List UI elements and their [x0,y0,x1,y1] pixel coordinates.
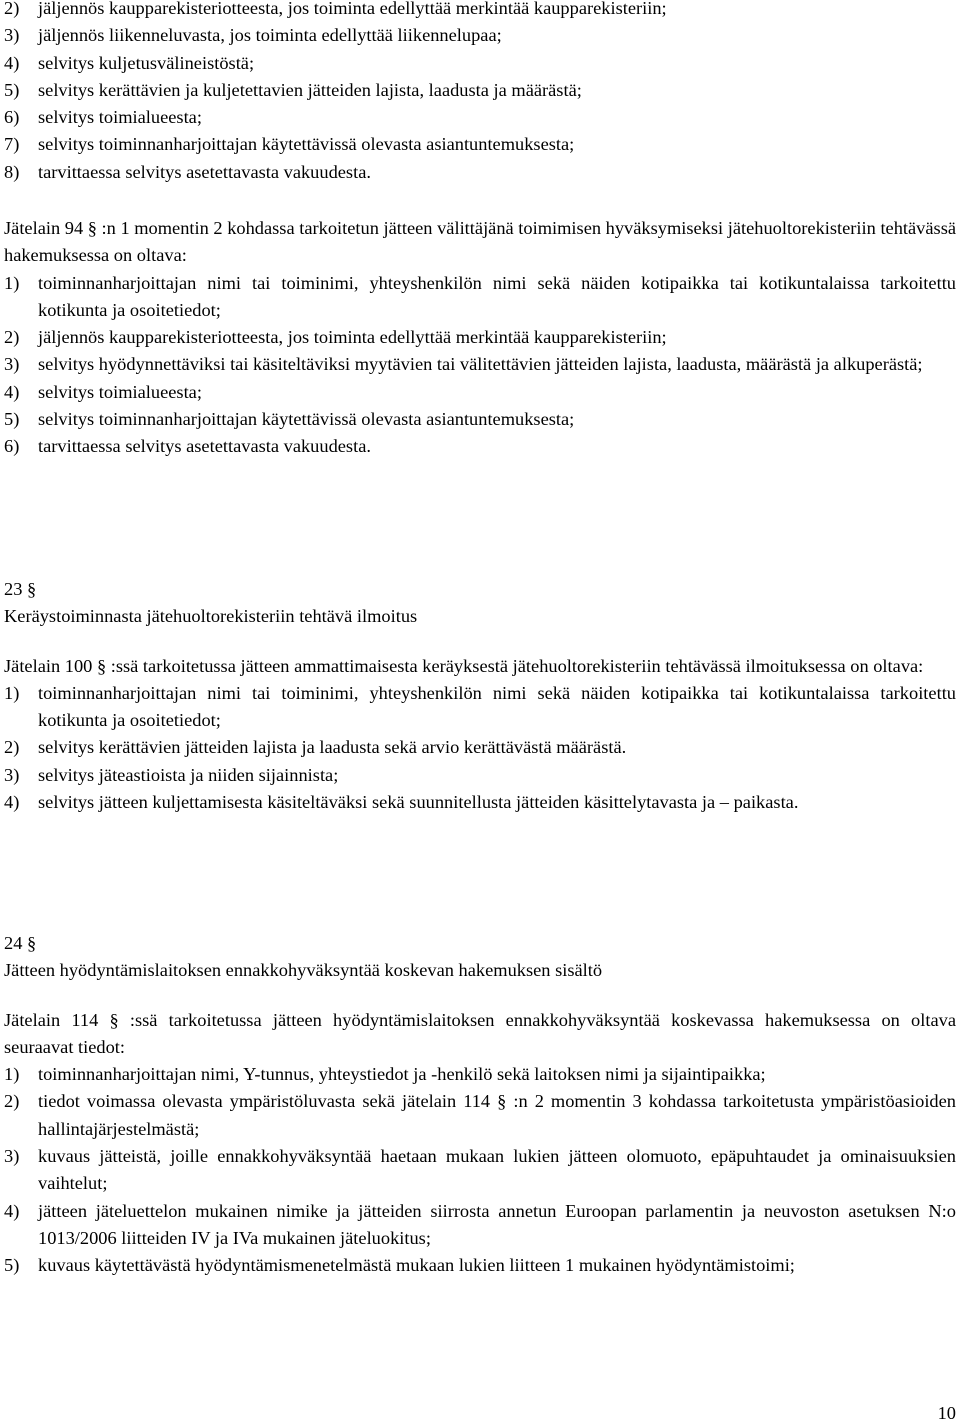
section-number: 23 § [4,579,37,599]
list-item-text: selvitys kerättävien ja kuljetettavien jätteiden lajista, laadusta ja määrästä; [38,79,582,100]
section-23 [4,576,956,816]
list-item [4,1088,956,1143]
page-number: 10 [937,1402,956,1423]
list-item-number: 2) [4,1091,20,1112]
list [4,680,956,816]
list-item-number: 4) [4,381,20,402]
list-item-text: selvitys kuljetusvälineistöstä; [38,52,255,73]
list-item [4,762,956,789]
list-item-number: 3) [4,1146,20,1167]
list-item-number: 3) [4,25,20,46]
list-item [4,104,956,131]
list-block-continuation [4,0,956,186]
list-item-text: toiminnanharjoittajan nimi, Y-tunnus, yhteystiedot ja -henkilö sekä laitoksen nimi ja sijaintipaikka; [38,1064,766,1085]
list-item-text: selvitys toiminnanharjoittajan käytettävissä olevasta asiantuntemuksesta; [38,134,575,155]
list-item-text: selvitys toimialueesta; [38,107,202,128]
list-item-text: selvitys jäteastioista ja niiden sijainnista; [38,764,339,785]
list-item [4,1061,956,1088]
list-item-number: 4) [4,52,20,73]
list-item-text: tarvittaessa selvitys asetettavasta vakuudesta. [38,161,371,182]
list-item [4,1198,956,1253]
list-item-text: tarvittaessa selvitys asetettavasta vakuudesta. [38,436,371,457]
list-item-text: kuvaus käytettävästä hyödyntämismenetelmästä mukaan lukien liitteen 1 mukainen hyödyntämistoimi; [38,1255,795,1276]
list-item [4,1143,956,1198]
list-item [4,351,956,378]
list-item-text: jätteen jäteluettelon mukainen nimike ja jätteiden siirrosta annetun Euroopan parlamentin ja neuvoston asetuksen N:o 1013/2006 liitteiden IV ja IVa mukainen jäteluokitus; [38,1200,956,1248]
list-item-text: tiedot voimassa olevasta ympäristöluvasta sekä jätelain 114 § :n 2 momentin 3 kohdassa tarkoitetusta ympäristöasioiden hallintajärjestelmästä; [38,1091,956,1139]
list-item [4,406,956,433]
list-item [4,0,956,22]
list-item [4,379,956,406]
paragraph-intro: Jätelain 114 § :ssä tarkoitetussa jätteen hyödyntämislaitoksen ennakkohyväksyntää koskevassa hakemuksessa on oltava seuraavat tiedot: [4,1009,956,1057]
list-item [4,22,956,49]
section-title: Keräystoiminnasta jätehuoltorekisteriin tehtävä ilmoitus [4,606,418,627]
list [4,1061,956,1279]
list-item [4,50,956,77]
list [4,270,956,461]
list-item-number: 8) [4,161,20,182]
list-item-number: 5) [4,79,20,100]
section-number: 24 § [4,933,37,953]
list-item-number: 7) [4,134,20,155]
list-item-text: jäljennös kaupparekisteriotteesta, jos toiminta edellyttää merkintää kaupparekisteriin; [38,0,667,18]
list-item-number: 1) [4,1064,20,1085]
list-item-text: kuvaus jätteistä, joille ennakkohyväksyntää haetaan mukaan lukien jätteen olomuoto, epäpuhtaudet ja ominaisuuksien vaihtelut; [38,1146,956,1194]
list-item [4,131,956,158]
list-item [4,324,956,351]
list-item-number: 3) [4,354,20,375]
list-item [4,1252,956,1279]
list-item-number: 2) [4,327,20,348]
list-item-number: 5) [4,409,20,430]
paragraph-intro: Jätelain 94 § :n 1 momentin 2 kohdassa tarkoitetun jätteen välittäjänä toimimisen hyväksymiseksi jätehuoltorekisteriin tehtävässä hakemuksessa on oltava: [4,218,957,266]
section-24 [4,930,956,1280]
list-item-text: jäljennös kaupparekisteriotteesta, jos toiminta edellyttää merkintää kaupparekisteriin; [38,327,667,348]
list-item-text: jäljennös liikenneluvasta, jos toiminta edellyttää liikennelupaa; [38,25,502,46]
list-item [4,734,956,761]
list-item-number: 5) [4,1255,20,1276]
list-item-number: 2) [4,737,20,758]
list-item-text: selvitys hyödynnettäviksi tai käsiteltäviksi myytävien tai välitettävien jätteiden lajista, laadusta, määrästä ja alkuperästä; [38,354,923,375]
list-item-text: selvitys kerättävien jätteiden lajista ja laadusta sekä arvio kerättävästä määrästä. [38,737,627,758]
list-item-number: 1) [4,272,20,293]
list-item-number: 6) [4,107,20,128]
list-item-text: selvitys toimialueesta; [38,381,202,402]
list-item-number: 1) [4,682,20,703]
list-item-text: toiminnanharjoittajan nimi tai toiminimi, yhteyshenkilön nimi sekä näiden kotipaikka tai kotikuntalaissa tarkoitettu kotikunta ja osoitetiedot; [38,272,956,320]
list-item [4,159,956,186]
list-item [4,680,956,735]
paragraph-intro: Jätelain 100 § :ssä tarkoitetussa jätteen ammattimaisesta keräyksestä jätehuoltorekisteriin tehtävässä ilmoituksessa on oltava: [4,655,924,676]
list-item-number: 6) [4,436,20,457]
list-item-text: selvitys jätteen kuljettamisesta käsiteltäväksi sekä suunnitellusta jätteiden käsittelytavasta ja – paikasta. [38,792,799,813]
list-block-broker-application [4,215,956,461]
list-item-text: toiminnanharjoittajan nimi tai toiminimi, yhteyshenkilön nimi sekä näiden kotipaikka tai kotikuntalaissa tarkoitettu kotikunta ja osoitetiedot; [38,682,956,731]
list-item [4,789,956,816]
list-item-number: 2) [4,0,20,18]
list-item-number: 4) [4,1200,20,1221]
section-title: Jätteen hyödyntämislaitoksen ennakkohyväksyntää koskevan hakemuksen sisältö [4,960,603,981]
list-item [4,77,956,104]
list-item [4,433,956,460]
list-item-text: selvitys toiminnanharjoittajan käytettävissä olevasta asiantuntemuksesta; [38,409,575,430]
list-item-number: 4) [4,792,20,813]
list [4,0,956,186]
list-item [4,270,956,325]
list-item-number: 3) [4,764,20,785]
